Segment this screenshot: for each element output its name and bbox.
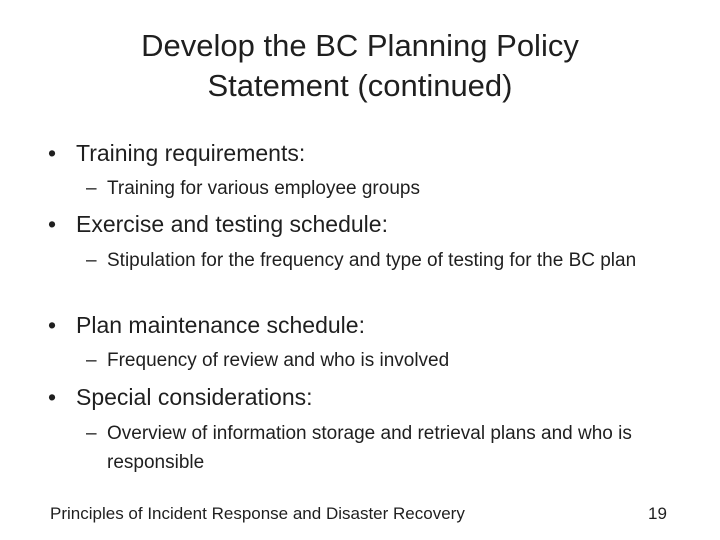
sub-bullet-item — [86, 174, 686, 203]
page-number: 19 — [648, 504, 667, 523]
sub-bullet-item — [86, 346, 686, 375]
sub-bullet-item — [86, 246, 646, 275]
dash-icon: – — [86, 423, 97, 444]
sub-bullet-text: Stipulation for the frequency and type of testing for the BC plan — [107, 250, 637, 271]
bullet-text: Special considerations: — [76, 384, 313, 410]
dash-icon: – — [86, 250, 97, 271]
sub-bullet-item — [86, 419, 656, 477]
sub-bullet-text: Frequency of review and who is involved — [107, 350, 450, 371]
bullet-icon: • — [48, 211, 57, 237]
slide-title-line-2: Statement (continued) — [207, 68, 513, 103]
dash-icon: – — [86, 350, 97, 371]
sub-bullet-text: Training for various employee groups — [107, 178, 420, 199]
bullet-icon: • — [48, 140, 57, 166]
bullet-text: Plan maintenance schedule: — [76, 312, 365, 338]
bullet-text: Training requirements: — [76, 140, 306, 166]
sub-bullet-text: Overview of information storage and retrieval plans and who is responsible — [107, 423, 632, 473]
dash-icon: – — [86, 178, 97, 199]
slide-title-line-1: Develop the BC Planning Policy — [141, 28, 579, 63]
bullet-icon: • — [48, 384, 57, 410]
bullet-icon: • — [48, 312, 57, 338]
bullet-text: Exercise and testing schedule: — [76, 211, 388, 237]
footer-course-title: Principles of Incident Response and Disaster Recovery — [50, 504, 465, 523]
